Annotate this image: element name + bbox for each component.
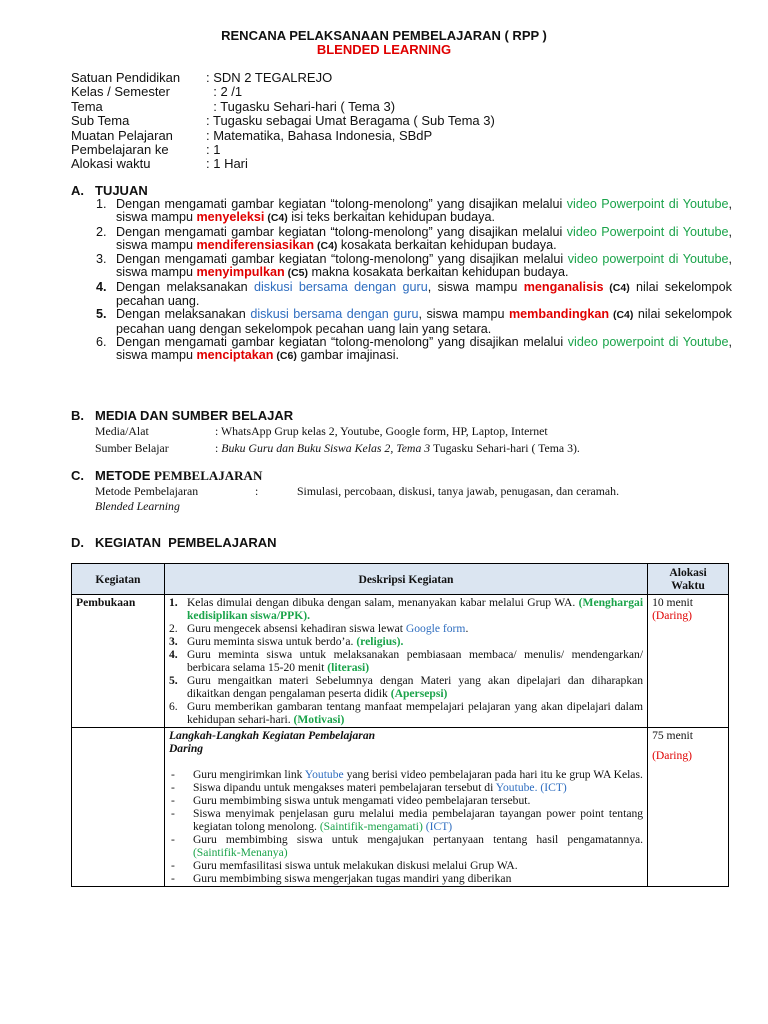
deskripsi-cell — [164, 595, 647, 728]
table-header-row — [72, 564, 729, 595]
item-number: 6. — [96, 334, 107, 349]
section-title: KEGIATAN PEMBELAJARAN — [95, 535, 277, 550]
item-bullet: - — [170, 781, 175, 794]
item-text: Guru membimbing siswa untuk mengamati video pembelajaran tersebut. — [192, 794, 531, 807]
item-number: 6. — [168, 700, 178, 713]
sumber-label: Sumber Belajar — [95, 441, 169, 455]
tujuan-item — [96, 198, 732, 226]
identitas-label: Satuan Pendidikan — [71, 70, 181, 85]
method-highlight: diskusi bersama dengan guru — [254, 279, 428, 294]
list-item — [169, 700, 643, 726]
text-part: Dengan mengamati gambar kegiatan “tolong-menolong” yang disajikan melalui — [116, 197, 567, 211]
section-b-heading — [71, 408, 293, 423]
sumber-book: Buku Guru dan Buku Siswa Kelas 2, Tema 3 — [221, 441, 431, 455]
ict-tag: (ICT) — [425, 820, 453, 833]
tujuan-item — [96, 281, 732, 309]
identitas-value: : 2 /1 — [206, 84, 243, 100]
text-part: isi teks berkaitan kehidupan budaya. — [287, 210, 495, 225]
metode-row — [95, 484, 619, 498]
character-tag: (Motivasi) — [293, 713, 345, 726]
item-bullet: - — [170, 872, 175, 885]
item-text — [187, 635, 643, 648]
identitas-row — [71, 100, 495, 114]
media-block — [95, 424, 580, 455]
text-part: Guru meminta siswa untuk berdo’a. — [186, 635, 357, 648]
verb-highlight: mendiferensiasikan — [196, 237, 315, 252]
header-kegiatan: Kegiatan — [72, 564, 165, 595]
document-subtitle: BLENDED LEARNING — [316, 42, 452, 57]
item-number: 2. — [168, 622, 178, 635]
character-tag: (Menghargai kedisiplikan siswa/PPK). — [186, 596, 644, 622]
text-part: nilai sekelompok pecahan uang. — [116, 279, 732, 309]
text-part: gambar imajinasi. — [296, 348, 400, 363]
method-highlight: diskusi bersama dengan guru — [250, 307, 419, 322]
identitas-row — [71, 129, 495, 143]
table-row-pembukaan — [72, 595, 729, 728]
blended-row — [95, 499, 619, 513]
cognitive-level: (C4) — [603, 281, 630, 294]
text-part: Guru meminta siswa untuk melaksanakan pembiasaan membaca/ menulis/ mendengarkan/ berbicara selama 15-20 menit — [186, 648, 644, 674]
list-item — [169, 768, 643, 781]
google-form-link[interactable]: Google form — [405, 622, 466, 635]
item-text — [116, 198, 732, 226]
item-text — [116, 336, 732, 364]
tujuan-item — [96, 336, 732, 364]
alokasi-cell — [648, 595, 729, 728]
identitas-label: Tema — [71, 98, 103, 114]
text-part: , siswa mampu — [116, 334, 732, 363]
media-row — [95, 424, 580, 438]
list-item — [169, 833, 643, 859]
character-tag: (Apersepsi) — [390, 687, 448, 700]
section-d-heading — [71, 535, 277, 550]
tujuan-item — [96, 226, 732, 254]
identitas-label: Alokasi waktu — [71, 156, 151, 172]
list-item — [169, 807, 643, 833]
metode-label: Metode Pembelajaran — [95, 484, 199, 498]
text-part: makna kosakata berkaitan kehidupan budaya. — [308, 265, 569, 280]
text-part: Siswa dipandu untuk mengakses materi pembelajaran tersebut di — [192, 781, 496, 794]
item-text — [116, 226, 732, 254]
list-item — [169, 648, 643, 674]
item-text — [116, 281, 732, 309]
header-alokasi: Alokasi Waktu — [648, 564, 729, 595]
character-tag: (religius). — [356, 635, 404, 648]
mode-value: (Daring) — [652, 749, 692, 762]
metode-value: Simulasi, percobaan, diskusi, tanya jawab, penugasan, dan ceramah. — [297, 484, 620, 498]
scientific-tag: (Saintifik-Menanya) — [192, 846, 288, 859]
blended-learning-text: Blended Learning — [95, 499, 180, 513]
identitas-label: Pembelajaran ke — [71, 142, 169, 158]
section-title-serif: PEMBELAJARAN — [154, 468, 263, 483]
identitas-row — [71, 143, 495, 157]
list-item — [169, 794, 643, 807]
kegiatan-cell — [72, 728, 165, 887]
section-number: B. — [71, 408, 84, 423]
identitas-row — [71, 71, 495, 85]
text-part: , siswa mampu — [116, 224, 733, 252]
deskripsi-cell — [164, 728, 647, 887]
time-value: 10 menit — [652, 596, 693, 609]
media-highlight: video powerpoint di Youtube — [567, 334, 729, 349]
identitas-value: : Tugasku Sehari-hari ( Tema 3) — [206, 98, 396, 114]
text-part: , siswa mampu — [116, 197, 733, 225]
inti-heading: Langkah-Langkah Kegiatan Pembelajaran — [168, 729, 376, 742]
time-value: 75 menit — [652, 729, 693, 742]
identitas-label: Muatan Pelajaran — [71, 127, 173, 143]
section-a-heading — [71, 183, 148, 198]
section-title: METODE — [95, 468, 154, 483]
item-number: 4. — [96, 279, 107, 294]
text-part: , siswa mampu — [427, 279, 524, 294]
section-c-heading — [71, 468, 262, 484]
list-item — [169, 622, 643, 635]
identitas-value: : SDN 2 TEGALREJO — [206, 70, 333, 85]
cognitive-level: (C4) — [314, 239, 338, 252]
text-part: Guru memberikan gambaran tentang manfaat mempelajari pelajaran yang akan dipelajari dalam kehidupan sehari-hari. — [186, 700, 644, 726]
cognitive-level: (C5) — [284, 267, 309, 280]
list-item — [169, 635, 643, 648]
tujuan-item — [96, 253, 732, 281]
item-bullet: - — [170, 833, 175, 846]
section-number: A. — [71, 183, 84, 198]
identitas-value: : 1 Hari — [206, 156, 248, 172]
item-text — [116, 308, 732, 336]
identitas-label: Sub Tema — [71, 113, 130, 129]
identitas-row — [71, 85, 495, 99]
text-part: Dengan melaksanakan — [116, 279, 254, 294]
inti-subheading: Daring — [168, 742, 204, 755]
text-part: Guru mengirimkan link — [192, 768, 305, 781]
text-part: Guru mengaitkan materi Sebelumnya dengan Materi yang akan dipelajari dan diharapkan dikaitkan dengan pengalaman peserta didik — [186, 674, 644, 700]
item-text — [187, 648, 643, 674]
verb-highlight: membandingkan — [508, 307, 610, 322]
section-number: C. — [71, 468, 84, 483]
list-item — [169, 674, 643, 700]
identitas-value: : Tugasku sebagai Umat Beragama ( Sub Tema 3) — [206, 113, 495, 129]
tujuan-item — [96, 308, 732, 336]
sumber-row — [95, 441, 580, 455]
verb-highlight: menciptakan — [196, 348, 274, 363]
item-text — [193, 833, 643, 859]
list-item — [169, 859, 643, 872]
item-number: 1. — [168, 596, 178, 609]
text-part: kosakata berkaitan kehidupan budaya. — [337, 237, 557, 252]
verb-highlight: menganalisis — [523, 279, 604, 294]
identitas-value: : Matematika, Bahasa Indonesia, SBdP — [206, 127, 433, 143]
section-title: TUJUAN — [95, 183, 148, 198]
text-part: , siswa mampu — [418, 307, 509, 322]
item-bullet: - — [170, 768, 175, 781]
media-highlight: video powerpoint di Youtube — [567, 252, 729, 267]
sumber-colon: : — [215, 441, 222, 455]
media-highlight: video Powerpoint di Youtube — [566, 224, 729, 239]
verb-highlight: menyeleksi — [196, 210, 265, 225]
item-text — [193, 781, 643, 794]
identitas-value: : 1 — [206, 142, 221, 158]
media-value: : WhatsApp Grup kelas 2, Youtube, Google form, HP, Laptop, Internet — [215, 424, 548, 438]
item-text — [193, 768, 643, 781]
identitas-row — [71, 157, 495, 171]
tujuan-list — [96, 198, 732, 364]
kegiatan-cell: Pembukaan — [72, 595, 165, 728]
item-number: 5. — [96, 307, 107, 322]
media-label: Media/Alat — [95, 424, 149, 438]
item-text: Guru memfasilitasi siswa untuk melakukan diskusi melalui Grup WA. — [192, 859, 518, 872]
youtube-link[interactable]: Youtube — [304, 768, 344, 781]
metode-colon: : — [255, 484, 259, 498]
item-number: 2. — [96, 224, 107, 239]
document-title: RENCANA PELAKSANAAN PEMBELAJARAN ( RPP ) — [221, 28, 547, 43]
cognitive-level: (C4) — [609, 309, 634, 322]
alokasi-cell — [648, 728, 729, 887]
header-deskripsi: Deskripsi Kegiatan — [164, 564, 647, 595]
verb-highlight: menyimpulkan — [196, 265, 285, 280]
text-part: Dengan mengamati gambar kegiatan “tolong-menolong” yang disajikan melalui — [116, 224, 567, 239]
list-item — [169, 872, 643, 885]
text-part: . — [465, 622, 469, 635]
identitas-label: Kelas / Semester — [71, 84, 170, 100]
list-item — [169, 596, 643, 622]
item-text — [193, 807, 643, 833]
item-bullet: - — [170, 794, 175, 807]
text-part: Dengan melaksanakan — [116, 307, 251, 322]
section-number: D. — [71, 535, 84, 550]
item-number: 5. — [168, 674, 178, 687]
metode-block — [95, 484, 619, 513]
item-text — [116, 253, 732, 281]
list-item — [169, 781, 643, 794]
text-part: Dengan mengamati gambar kegiatan “tolong-menolong” yang disajikan melalui — [116, 334, 568, 349]
item-text — [187, 622, 643, 635]
section-title: MEDIA DAN SUMBER BELAJAR — [95, 408, 294, 423]
kegiatan-table — [71, 563, 729, 887]
text-part: , siswa mampu — [116, 252, 732, 280]
item-number: 4. — [168, 648, 178, 661]
text-part: nilai sekelompok pecahan uang dengan sekelompok pecahan uang lain yang setara. — [116, 307, 732, 336]
item-text — [187, 700, 643, 726]
identitas-row — [71, 114, 495, 128]
media-highlight: video Powerpoint di Youtube — [566, 197, 729, 211]
item-number: 3. — [96, 252, 107, 267]
character-tag: (literasi) — [327, 661, 370, 674]
scientific-tag: (Saintifik-mengamati) — [319, 820, 423, 833]
item-text — [187, 596, 643, 622]
cognitive-level: (C4) — [264, 212, 288, 225]
sumber-rest: Tugasku Sehari-hari ( Tema 3). — [430, 441, 580, 455]
mode-value: (Daring) — [652, 609, 692, 622]
text-part: Guru mengecek absensi kehadiran siswa lewat — [186, 622, 406, 635]
table-row-inti — [72, 728, 729, 887]
item-number: 1. — [96, 197, 107, 211]
item-bullet: - — [170, 859, 175, 872]
text-part: yang berisi video pembelajaran pada hari itu ke grup WA Kelas. — [343, 768, 643, 781]
item-bullet: - — [170, 807, 175, 820]
cognitive-level: (C6) — [273, 350, 297, 363]
text-part: Kelas dimulai dengan dibuka dengan salam, menanyakan kabar melalui Grup WA. — [186, 596, 579, 609]
text-part: Dengan mengamati gambar kegiatan “tolong-menolong” yang disajikan melalui — [116, 252, 568, 267]
identitas-block — [71, 71, 495, 172]
item-number: 3. — [168, 635, 178, 648]
text-part: Siswa menyimak penjelasan guru melalui media pembelajaran tayangan power point tentang kegiatan tolong menolong. — [192, 807, 644, 833]
item-text — [187, 674, 643, 700]
item-text: Guru membimbing siswa mengerjakan tugas mandiri yang diberikan — [192, 872, 512, 885]
text-part: Guru membimbing siswa untuk mengajukan pertanyaan tentang hasil pengamatannya. — [192, 833, 644, 846]
youtube-link[interactable]: Youtube. (ICT) — [495, 781, 567, 794]
